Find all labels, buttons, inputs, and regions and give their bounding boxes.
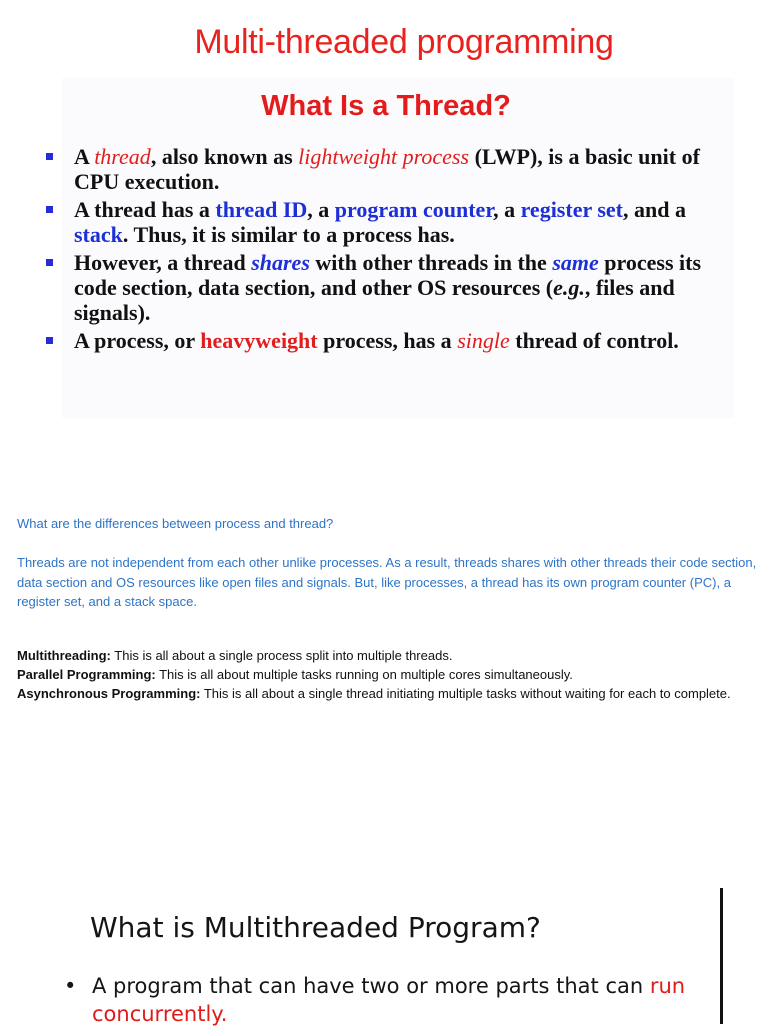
bullet-text-segment: same	[552, 250, 599, 275]
bullet-text-segment: , also known as	[150, 144, 299, 169]
slide2-heading: What is Multithreaded Program?	[90, 911, 541, 944]
bullet-text-segment: A process, or	[74, 328, 201, 353]
bullet-dot-icon: •	[64, 974, 77, 998]
slide-heading: What Is a Thread?	[261, 90, 511, 122]
thread-bullet-list	[46, 144, 726, 356]
bullet-text-segment: (LWP), is a basic unit of CPU execution.	[74, 144, 700, 194]
definition-text: This is all about a single process split into multiple threads.	[110, 648, 453, 663]
bullet-text-segment: e.g.	[553, 275, 585, 300]
square-bullet-icon	[46, 206, 53, 213]
bullet-text-segment: process, has a	[317, 328, 458, 353]
bullet-text-segment: A	[74, 144, 95, 169]
definition-item	[17, 684, 757, 703]
bullet-text-segment: register set	[520, 197, 623, 222]
bullet-text-segment: stack	[74, 222, 123, 247]
thread-bullet-item	[46, 250, 726, 325]
bullet-text-segment: with other threads in the	[309, 250, 553, 275]
question-text: What are the differences between process and thread?	[17, 516, 334, 531]
bullet-text-segment: , a	[493, 197, 521, 222]
definitions-list	[17, 646, 757, 703]
bullet-text-segment: , and a	[622, 197, 686, 222]
bullet-text-segment: lightweight process	[298, 144, 470, 169]
slide2-bullet-text-plain: A program that can have two or more parts that can	[92, 974, 650, 998]
vertical-divider	[720, 888, 723, 1024]
square-bullet-icon	[46, 337, 53, 344]
thread-bullet-item	[46, 197, 726, 247]
bullet-text-segment: thread of control.	[509, 328, 679, 353]
definition-term: Asynchronous Programming:	[17, 686, 201, 701]
definition-item	[17, 646, 757, 665]
square-bullet-icon	[46, 259, 53, 266]
page-title: Multi-threaded programming	[194, 23, 614, 61]
bullet-text-segment: thread ID	[215, 197, 308, 222]
slide2-bullet-text-highlight: run concurrently.	[92, 974, 686, 1026]
slide2-bullet-text	[92, 972, 704, 1028]
bullet-text-segment: shares	[251, 250, 310, 275]
bullet-text-segment: process its code section, data section, and other OS resources (	[74, 250, 702, 300]
bullet-text-segment: . Thus, it is similar to a process has.	[122, 222, 455, 247]
bullet-text-segment: heavyweight	[200, 328, 318, 353]
definition-term: Multithreading:	[17, 648, 111, 663]
bullet-text-segment: , a	[307, 197, 335, 222]
thread-bullet-item	[46, 144, 726, 194]
definition-text: This is all about multiple tasks running on multiple cores simultaneously.	[155, 667, 573, 682]
answer-text: Threads are not independent from each other unlike processes. As a result, threads shares with other threads their code section, data section and OS resources like open files and signals. But, like processes, a thread has its own program counter (PC), a register set, and a stack space.	[17, 555, 757, 609]
bullet-text-segment: program counter	[334, 197, 494, 222]
definition-term: Parallel Programming:	[17, 667, 156, 682]
bullet-text-segment: thread	[94, 144, 151, 169]
square-bullet-icon	[46, 153, 53, 160]
bullet-text-segment: single	[457, 328, 510, 353]
bullet-text-segment: A thread has a	[74, 197, 216, 222]
slide2-bullet	[64, 972, 704, 1028]
bullet-text-segment: , files and signals).	[74, 275, 675, 325]
bullet-text-segment: However, a thread	[74, 250, 252, 275]
definition-text: This is all about a single thread initiating multiple tasks without waiting for each to complete.	[200, 686, 731, 701]
definition-item	[17, 665, 757, 684]
thread-bullet-item	[46, 328, 726, 353]
